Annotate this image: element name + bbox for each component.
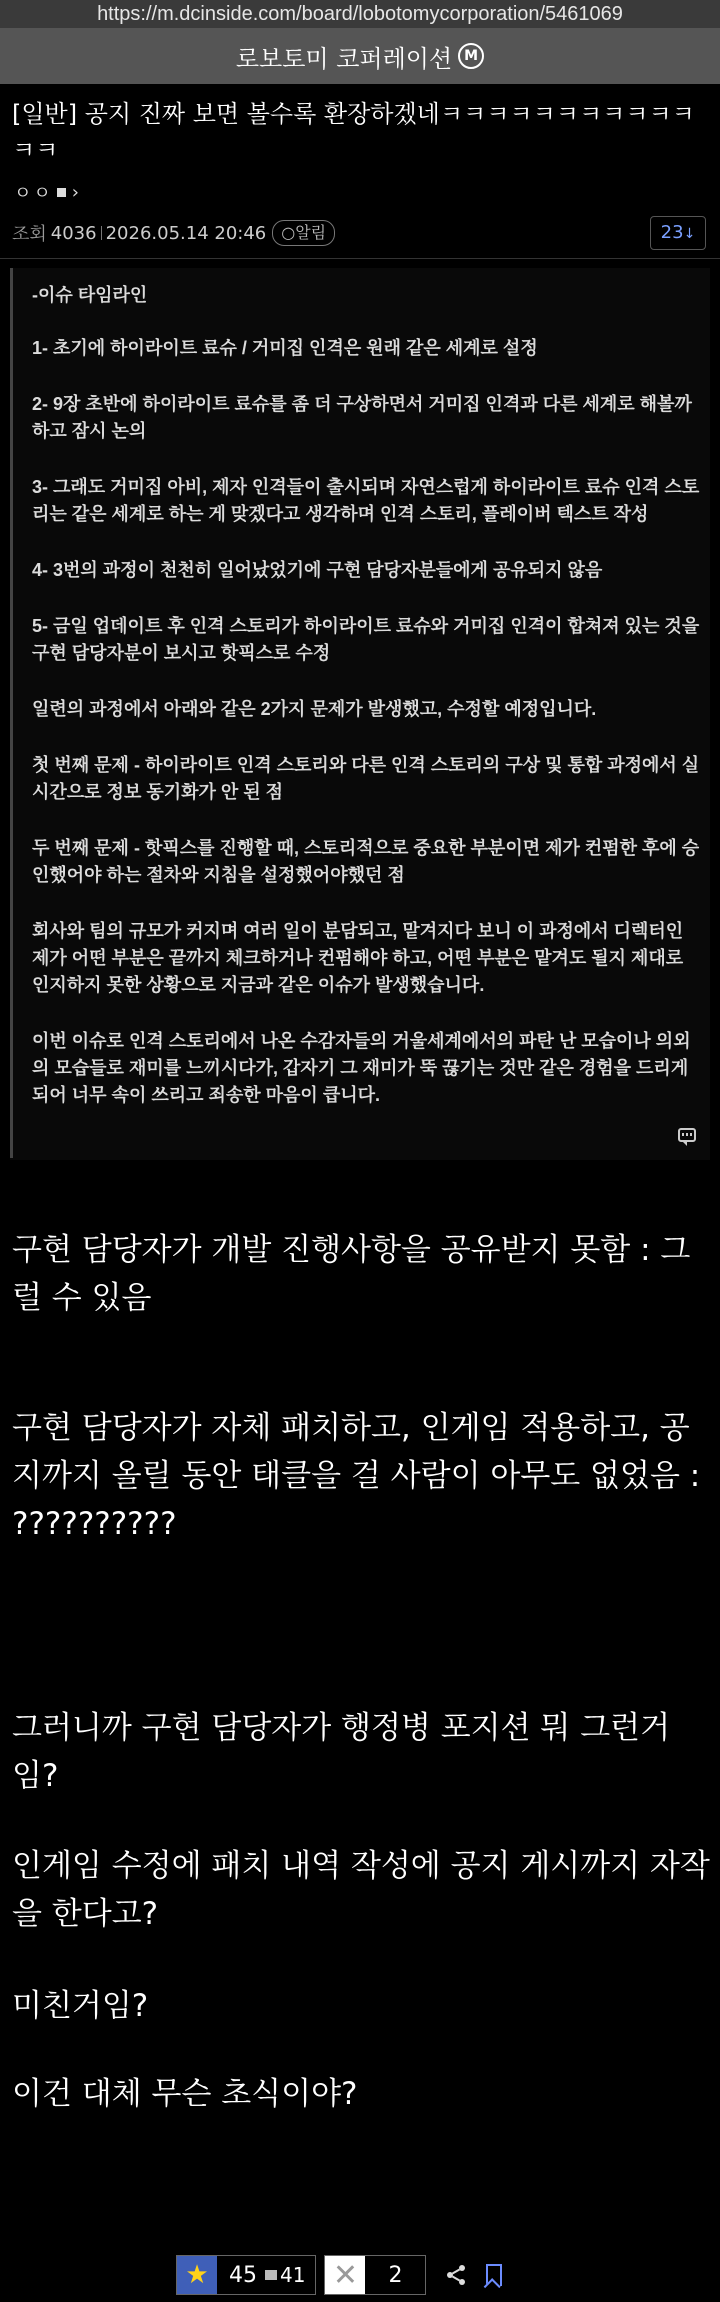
- alarm-button[interactable]: [272, 220, 335, 246]
- url-text: https://m.dcinside.com/board/lobotomycorporation/5461069: [97, 3, 623, 25]
- bottom-action-bar: [176, 2254, 502, 2296]
- body-paragraph-1: 구현 담당자가 개발 진행사항을 공유받지 못함 : 그럴 수 있음: [12, 1232, 691, 1316]
- notice-paragraph: 첫 번째 문제 - 하이라이트 인격 스토리와 다른 인격 스토리의 구상 및 통합 과정에서 실시간으로 정보 동기화가 안 된 점: [32, 755, 700, 802]
- post-meta: [12, 220, 335, 246]
- quoted-notice: [10, 268, 710, 1160]
- meta-divider: [101, 226, 102, 240]
- notice-paragraph: -이슈 타임라인: [32, 285, 148, 305]
- notice-paragraph: 2- 9장 초반에 하이라이트 료슈를 좀 더 구상하면서 거미집 인격과 다른 세계로 해볼까 하고 잠시 논의: [32, 394, 692, 441]
- body-paragraph-6: 이건 대체 무슨 초식이야?: [12, 2076, 358, 2112]
- body-paragraph-5: 미친거임?: [12, 1988, 149, 2024]
- notice-text: [32, 282, 700, 1138]
- share-icon[interactable]: [444, 2263, 468, 2287]
- fixed-recommend-icon: [265, 2270, 277, 2280]
- notice-paragraph: 4- 3번의 과정이 천천히 일어났었기에 구현 담당자분들에게 공유되지 않음: [32, 560, 603, 580]
- post-title-text: 공지 진짜 보면 볼수록 환장하겠네ㅋㅋㅋㅋㅋㅋㅋㅋㅋㅋㅋㅋㅋ: [12, 100, 695, 164]
- recommend-button[interactable]: [176, 2255, 316, 2295]
- post-title: [12, 96, 712, 168]
- notice-paragraph: 일련의 과정에서 아래와 같은 2가지 문제가 발생했고, 수정할 예정입니다.: [32, 699, 597, 719]
- quote-border: [10, 268, 13, 1158]
- comment-bubble-icon[interactable]: [678, 1128, 696, 1142]
- alarm-label: 알림: [295, 223, 327, 242]
- views-count: 4036: [50, 222, 97, 244]
- gallery-header[interactable]: [0, 28, 720, 84]
- nonrecommend-count: 2: [388, 2262, 403, 2288]
- post-date: 2026.05.14 20:46: [105, 222, 267, 244]
- author-name[interactable]: ㅇㅇ: [14, 183, 53, 204]
- notice-paragraph: 이번 이슈로 인격 스토리에서 나온 수감자들의 거울세계에서의 파탄 난 모습이나 의외의 모습들로 재미를 느끼시다가, 갑자기 그 재미가 뚝 끊기는 것만 같은 경험을 드리게 되어 너무 속이 쓰리고 죄송한 마음이 큽니다.: [32, 1031, 691, 1105]
- close-x-icon: ✕: [325, 2256, 365, 2294]
- comment-count-button[interactable]: [650, 216, 706, 250]
- bookmark-icon[interactable]: [486, 2264, 502, 2286]
- fixed-recommend: [265, 2263, 305, 2287]
- notice-paragraph: 두 번째 문제 - 핫픽스를 진행할 때, 스토리적으로 중요한 부분이면 제가 컨펌한 후에 승인했어야 하는 절차와 지침을 설정했어야했던 점: [32, 838, 700, 885]
- views-label: 조회: [12, 224, 47, 245]
- arrow-down-icon: ↓: [683, 226, 696, 242]
- notice-paragraph: 1- 초기에 하이라이트 료슈 / 거미집 인격은 원래 같은 세계로 설정: [32, 338, 538, 358]
- star-icon: ★: [177, 2256, 217, 2294]
- body-paragraph-3: 그러니까 구현 담당자가 행정병 포지션 뭐 그런거임?: [12, 1710, 671, 1794]
- recommend-count: 45: [229, 2262, 257, 2288]
- notice-paragraph: 3- 그래도 거미집 아비, 제자 인격들이 출시되며 자연스럽게 하이라이트 료슈 인격 스토리는 같은 세계로 하는 게 맞겠다고 생각하며 인격 스토리, 플레이버 텍스트 작성: [32, 477, 700, 524]
- user-type-icon: [57, 188, 66, 197]
- body-paragraph-2: 구현 담당자가 자체 패치하고, 인게임 적용하고, 공지까지 올릴 동안 태클을 걸 사람이 아무도 없었음 : ??????????: [12, 1410, 701, 1542]
- body-paragraph-4: 인게임 수정에 패치 내역 작성에 공지 게시까지 자작을 한다고?: [12, 1848, 710, 1932]
- gallery-title[interactable]: 로보토미 코퍼레이션: [235, 44, 453, 73]
- notice-paragraph: 회사와 팀의 규모가 커지며 여러 일이 분담되고, 맡겨지다 보니 이 과정에서 디렉터인 제가 어떤 부분은 끝까지 체크하거나 컨펌해야 하고, 어떤 부분은 맡겨도 될지 제대로 인지하지 못한 상황으로 지금과 같은 이슈가 발생했습니다.: [32, 921, 684, 995]
- post-category: [일반]: [12, 100, 78, 128]
- header-divider: [0, 258, 720, 259]
- url-bar[interactable]: [0, 0, 720, 28]
- notice-paragraph: 5- 금일 업데이트 후 인격 스토리가 하이라이트 료슈와 거미집 인격이 합쳐져 있는 것을 구현 담당자분이 보시고 핫픽스로 수정: [32, 616, 700, 663]
- alarm-icon: ○: [281, 223, 296, 242]
- comment-count: 23: [660, 222, 684, 243]
- author-row[interactable]: [14, 180, 79, 204]
- minor-gallery-badge-icon: M: [458, 43, 484, 69]
- fixed-recommend-count: 41: [280, 2263, 306, 2287]
- chevron-right-icon[interactable]: ›: [71, 181, 79, 203]
- nonrecommend-button[interactable]: [324, 2255, 426, 2295]
